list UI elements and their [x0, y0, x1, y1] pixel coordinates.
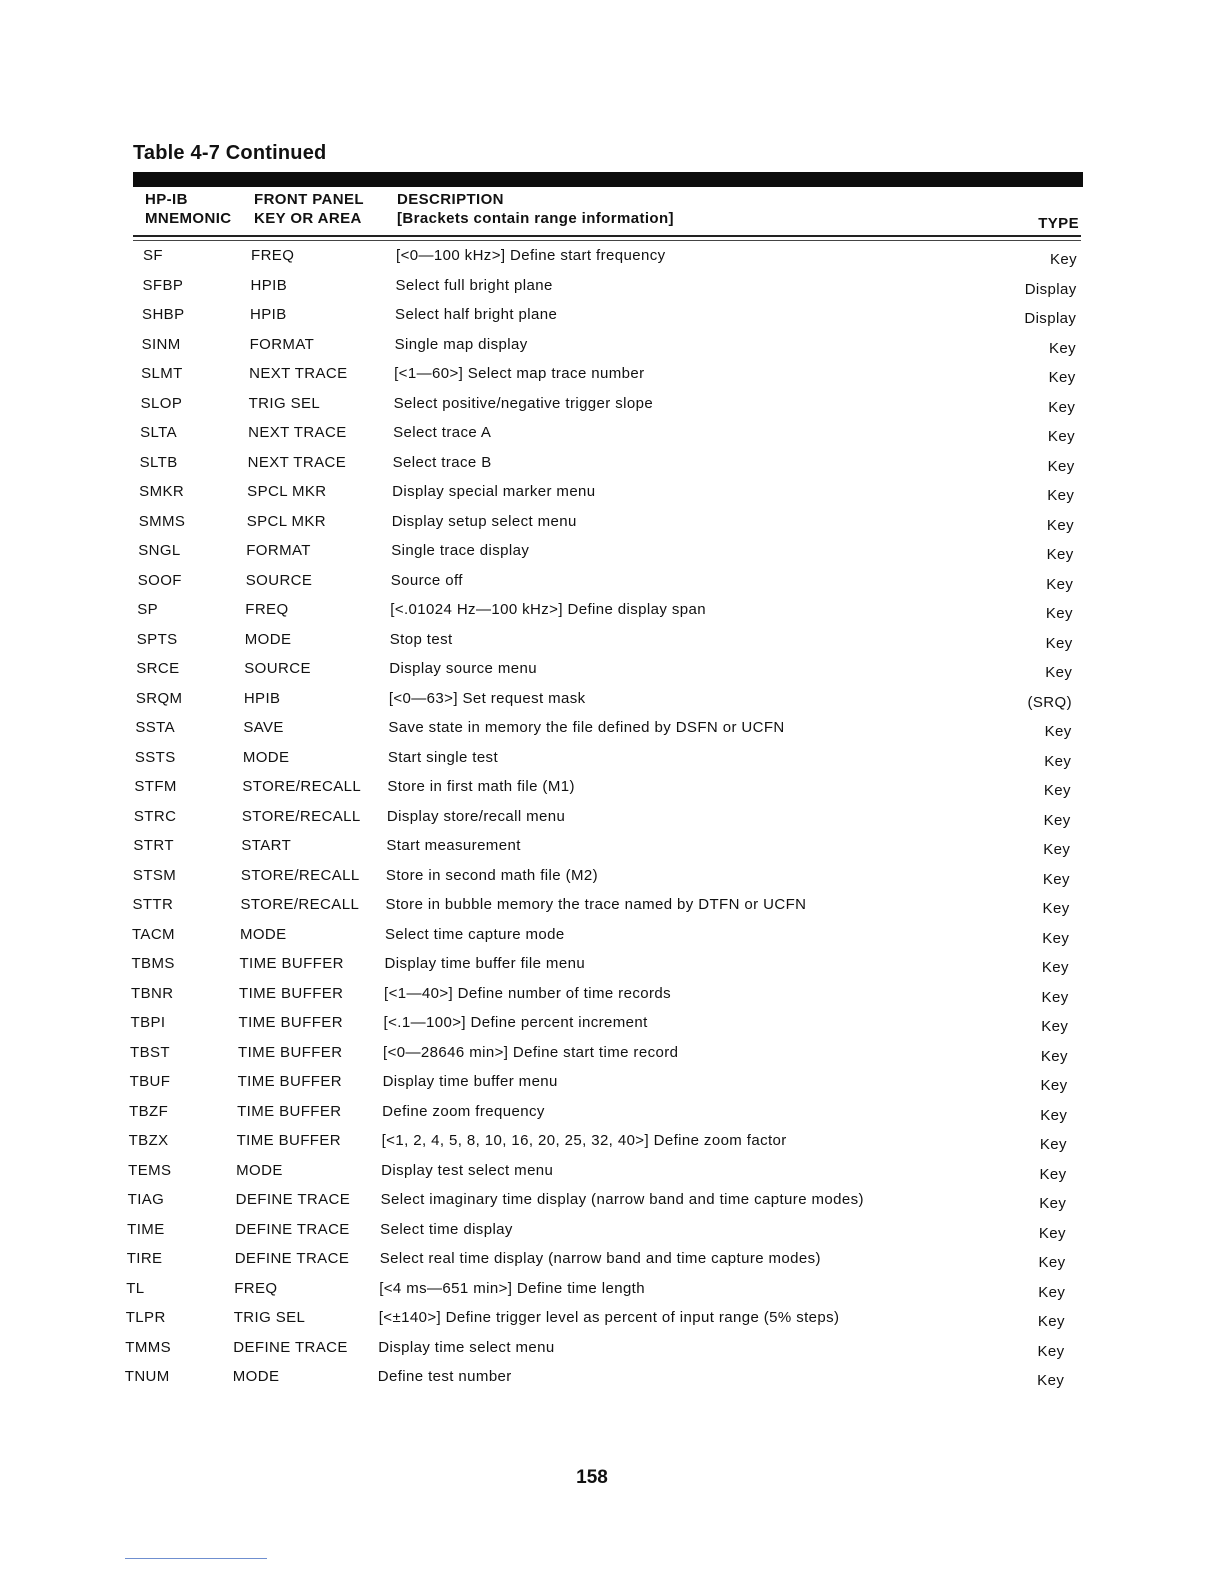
cell-description: Save state in memory the file defined by DSFN or UCFN — [388, 719, 785, 736]
cell-key-area: TIME BUFFER — [238, 1043, 343, 1061]
cell-key-area: MODE — [242, 748, 290, 766]
cell-mnemonic: TL — [126, 1279, 145, 1297]
cell-key-area: TIME BUFFER — [239, 955, 344, 972]
header-mnemonic-line2: MNEMONIC — [145, 210, 232, 227]
table-row — [0, 687, 1224, 717]
cell-type: Key — [1045, 664, 1073, 681]
cell-description: Store in bubble memory the trace named by DTFN or UCFN — [385, 896, 807, 913]
cell-type: Key — [1048, 369, 1076, 386]
cell-description: Store in second math file (M2) — [385, 866, 599, 884]
table-row — [0, 657, 1224, 687]
cell-mnemonic: SSTS — [134, 748, 176, 766]
table-row — [0, 1336, 1224, 1366]
cell-description: Select trace A — [393, 424, 492, 441]
cell-key-area: STORE/RECALL — [240, 866, 360, 884]
header-key-area-line2: KEY OR AREA — [254, 210, 362, 227]
cell-mnemonic: TBZF — [129, 1102, 169, 1120]
cell-description: Display test select menu — [381, 1161, 554, 1179]
cell-type: Key — [1040, 1077, 1068, 1094]
cell-mnemonic: TMMS — [125, 1338, 172, 1356]
cell-mnemonic: TIRE — [126, 1250, 163, 1267]
table-title: Table 4-7 Continued — [133, 142, 327, 164]
cell-type: Key — [1044, 723, 1072, 740]
cell-description: Display setup select menu — [391, 512, 577, 530]
cell-mnemonic: TACM — [131, 925, 175, 943]
cell-key-area: FREQ — [245, 601, 289, 618]
cell-mnemonic: SRCE — [136, 660, 180, 677]
cell-type: Key — [1041, 988, 1069, 1006]
cell-type: Key — [1038, 1283, 1066, 1301]
cell-mnemonic: SLTA — [140, 424, 178, 441]
cell-description: [<4 ms—651 min>] Define time length — [379, 1279, 645, 1297]
cell-type: Display — [1024, 310, 1077, 327]
cell-description: Select trace B — [392, 453, 492, 471]
cell-description: Display time buffer menu — [382, 1073, 558, 1090]
table-row — [0, 480, 1224, 510]
cell-type: Key — [1048, 398, 1076, 416]
cell-key-area: HPIB — [250, 276, 288, 294]
cell-mnemonic: TBZX — [128, 1132, 169, 1149]
cell-key-area: SPCL MKR — [246, 512, 327, 530]
cell-mnemonic: SPTS — [136, 630, 178, 648]
table-row — [0, 1218, 1224, 1248]
cell-type: Key — [1037, 1313, 1065, 1330]
cell-key-area: FREQ — [234, 1279, 278, 1297]
header-description-line1: DESCRIPTION — [397, 191, 504, 208]
table-row — [0, 805, 1224, 835]
cell-mnemonic: SLMT — [141, 365, 183, 382]
cell-description: Select half bright plane — [395, 306, 558, 323]
cell-type: Key — [1046, 575, 1074, 593]
cell-description: [<1—40>] Define number of time records — [384, 984, 672, 1002]
cell-type: Key — [1046, 546, 1074, 563]
table-row — [0, 274, 1224, 304]
header-rule — [133, 235, 1081, 237]
cell-mnemonic: SRQM — [135, 689, 183, 707]
table-row — [0, 362, 1224, 392]
cell-mnemonic: STTR — [132, 896, 174, 913]
table-body — [0, 244, 1224, 1395]
cell-description: Select time display — [380, 1220, 513, 1238]
cell-key-area: TIME BUFFER — [239, 984, 344, 1002]
cell-mnemonic: SSTA — [135, 719, 175, 736]
table-row — [0, 392, 1224, 422]
cell-key-area: TIME BUFFER — [237, 1073, 342, 1090]
header-key-area-line1: FRONT PANEL — [254, 191, 364, 208]
cell-description: [<.1—100>] Define percent increment — [383, 1014, 648, 1031]
cell-mnemonic: SFBP — [142, 276, 184, 294]
cell-description: Define test number — [377, 1368, 512, 1385]
cell-description: [<0—63>] Set request mask — [388, 689, 586, 707]
cell-description: Display time select menu — [378, 1338, 555, 1356]
cell-description: Define zoom frequency — [382, 1102, 545, 1120]
table-row — [0, 923, 1224, 953]
table-row — [0, 834, 1224, 864]
cell-key-area: DEFINE TRACE — [234, 1250, 350, 1267]
cell-description: Select positive/negative trigger slope — [393, 394, 654, 412]
cell-description: Select full bright plane — [395, 276, 553, 294]
table-row — [0, 628, 1224, 658]
table-row — [0, 893, 1224, 923]
cell-mnemonic: TBNR — [131, 984, 174, 1002]
cell-description: Display store/recall menu — [386, 807, 566, 825]
cell-description: Stop test — [389, 630, 453, 648]
cell-key-area: TIME BUFFER — [237, 1102, 342, 1120]
table-row — [0, 1306, 1224, 1336]
table-row — [0, 1247, 1224, 1277]
cell-key-area: MODE — [244, 630, 292, 648]
table-row — [0, 510, 1224, 540]
cell-type: Key — [1043, 811, 1071, 829]
cell-mnemonic: TNUM — [124, 1368, 170, 1385]
cell-type: Key — [1039, 1195, 1067, 1212]
page-number: 158 — [576, 1467, 608, 1488]
cell-key-area: STORE/RECALL — [240, 896, 360, 913]
header-rule-secondary — [133, 240, 1081, 241]
cell-key-area: FORMAT — [249, 335, 315, 353]
cell-mnemonic: TBUF — [129, 1073, 171, 1090]
table-row — [0, 1041, 1224, 1071]
cell-type: Key — [1047, 428, 1075, 445]
cell-type: Key — [1038, 1254, 1066, 1271]
cell-key-area: TIME BUFFER — [236, 1132, 342, 1149]
cell-key-area: SOURCE — [244, 660, 311, 677]
header-key-area — [254, 190, 364, 228]
cell-key-area: NEXT TRACE — [247, 453, 347, 471]
cell-key-area: STORE/RECALL — [242, 778, 362, 795]
cell-type: Key — [1049, 251, 1077, 268]
cell-type: Key — [1047, 487, 1075, 504]
cell-type: Key — [1039, 1165, 1067, 1183]
cell-description: [<.01024 Hz—100 kHz>] Define display span — [390, 601, 706, 618]
cell-key-area: HPIB — [243, 689, 281, 707]
cell-type: Key — [1046, 516, 1074, 534]
cell-type: Key — [1043, 841, 1071, 858]
cell-type: Key — [1045, 634, 1073, 652]
cell-key-area: NEXT TRACE — [249, 365, 348, 382]
cell-mnemonic: TIAG — [127, 1191, 165, 1208]
cell-description: Single map display — [394, 335, 528, 353]
cell-mnemonic: TIME — [127, 1220, 165, 1238]
cell-key-area: FREQ — [251, 247, 295, 264]
cell-mnemonic: SNGL — [138, 542, 181, 559]
cell-type: Key — [1043, 782, 1071, 799]
header-description-line2: [Brackets contain range information] — [397, 210, 674, 227]
cell-type: Key — [1047, 457, 1075, 475]
cell-key-area: TRIG SEL — [248, 394, 321, 412]
cell-type: Key — [1039, 1136, 1067, 1153]
cell-type: Key — [1041, 959, 1069, 976]
cell-key-area: DEFINE TRACE — [233, 1338, 348, 1356]
title-bar-divider — [133, 172, 1083, 187]
cell-key-area: START — [241, 837, 292, 854]
cell-type: Key — [1040, 1106, 1068, 1124]
header-description — [397, 190, 674, 228]
table-row — [0, 539, 1224, 569]
cell-description: [<0—100 kHz>] Define start frequency — [396, 247, 666, 264]
cell-type: Key — [1044, 752, 1072, 770]
table-row — [0, 775, 1224, 805]
cell-description: Single trace display — [391, 542, 530, 559]
table-row — [0, 746, 1224, 776]
cell-key-area: SOURCE — [245, 571, 313, 589]
cell-key-area: TRIG SEL — [233, 1309, 306, 1326]
cell-type: (SRQ) — [1027, 693, 1072, 711]
table-row — [0, 1159, 1224, 1189]
cell-mnemonic: SF — [143, 247, 163, 264]
table-row — [0, 333, 1224, 363]
cell-mnemonic: TLPR — [125, 1309, 166, 1326]
cell-key-area: DEFINE TRACE — [235, 1220, 350, 1238]
header-mnemonic — [145, 190, 232, 228]
cell-description: Start measurement — [386, 837, 521, 854]
table-row — [0, 1365, 1224, 1395]
cell-key-area: NEXT TRACE — [248, 424, 347, 441]
table-row — [0, 716, 1224, 746]
cell-mnemonic: SINM — [141, 335, 181, 353]
cell-key-area: HPIB — [250, 306, 287, 323]
table-row — [0, 303, 1224, 333]
table-row — [0, 1277, 1224, 1307]
table-row — [0, 569, 1224, 599]
cell-description: Source off — [390, 571, 463, 589]
cell-key-area: DEFINE TRACE — [235, 1191, 351, 1208]
table-row — [0, 244, 1224, 274]
cell-mnemonic: SHBP — [142, 306, 185, 323]
table-row — [0, 864, 1224, 894]
cell-key-area: SAVE — [243, 719, 284, 736]
table-row — [0, 451, 1224, 481]
cell-mnemonic: STRC — [133, 807, 177, 825]
table-row — [0, 1011, 1224, 1041]
cell-mnemonic: TEMS — [128, 1161, 172, 1179]
cell-mnemonic: SP — [137, 601, 159, 618]
table-row — [0, 952, 1224, 982]
table-row — [0, 1070, 1224, 1100]
cell-description: Select time capture mode — [384, 925, 565, 943]
cell-description: Display source menu — [389, 660, 537, 677]
cell-mnemonic: SOOF — [137, 571, 182, 589]
cell-description: Display special marker menu — [392, 483, 596, 500]
cell-mnemonic: SMKR — [139, 483, 185, 500]
cell-description: Store in first math file (M1) — [387, 778, 575, 795]
table-row — [0, 982, 1224, 1012]
cell-key-area: MODE — [239, 925, 287, 943]
table-row — [0, 1188, 1224, 1218]
cell-type: Key — [1038, 1224, 1066, 1242]
cell-mnemonic: TBST — [130, 1043, 170, 1061]
table-row — [0, 598, 1224, 628]
cell-key-area: TIME BUFFER — [238, 1014, 343, 1031]
cell-mnemonic: STRT — [133, 837, 174, 854]
cell-description: Start single test — [387, 748, 499, 766]
cell-description: Select real time display (narrow band and time capture modes) — [379, 1250, 821, 1267]
cell-type: Key — [1042, 870, 1070, 888]
table-row — [0, 421, 1224, 451]
cell-type: Key — [1042, 929, 1070, 947]
cell-type: Key — [1041, 1018, 1069, 1035]
cell-key-area: SPCL MKR — [247, 483, 327, 500]
cell-key-area: MODE — [232, 1368, 280, 1385]
cell-key-area: MODE — [236, 1161, 283, 1179]
header-mnemonic-line1: HP-IB — [145, 191, 188, 208]
cell-description: [<0—28646 min>] Define start time record — [383, 1043, 679, 1061]
cell-mnemonic: STSM — [132, 866, 177, 884]
cell-mnemonic: TBPI — [130, 1014, 166, 1031]
cell-type: Key — [1037, 1372, 1065, 1389]
cell-description: [<1—60>] Select map trace number — [394, 365, 645, 382]
cell-type: Display — [1024, 280, 1077, 298]
cell-mnemonic: SMMS — [138, 512, 186, 530]
cell-mnemonic: STFM — [134, 778, 177, 795]
cell-type: Key — [1048, 339, 1076, 357]
cell-key-area: FORMAT — [246, 542, 311, 559]
cell-description: Select imaginary time display (narrow band and time capture modes) — [380, 1191, 864, 1208]
cell-description: [<±140>] Define trigger level as percent of input range (5% steps) — [378, 1309, 840, 1326]
cell-mnemonic: SLTB — [139, 453, 178, 471]
cell-mnemonic: TBMS — [131, 955, 175, 972]
footer-rule — [125, 1558, 267, 1559]
table-row — [0, 1100, 1224, 1130]
cell-description: Display time buffer file menu — [384, 955, 586, 972]
header-type: TYPE — [1038, 215, 1079, 232]
cell-type: Key — [1037, 1342, 1065, 1360]
cell-type: Key — [1045, 605, 1073, 622]
cell-key-area: STORE/RECALL — [241, 807, 361, 825]
table-row — [0, 1129, 1224, 1159]
cell-mnemonic: SLOP — [140, 394, 183, 412]
cell-type: Key — [1042, 900, 1070, 917]
cell-description: [<1, 2, 4, 5, 8, 10, 16, 20, 25, 32, 40>] Define zoom factor — [381, 1132, 787, 1149]
cell-type: Key — [1040, 1047, 1068, 1065]
